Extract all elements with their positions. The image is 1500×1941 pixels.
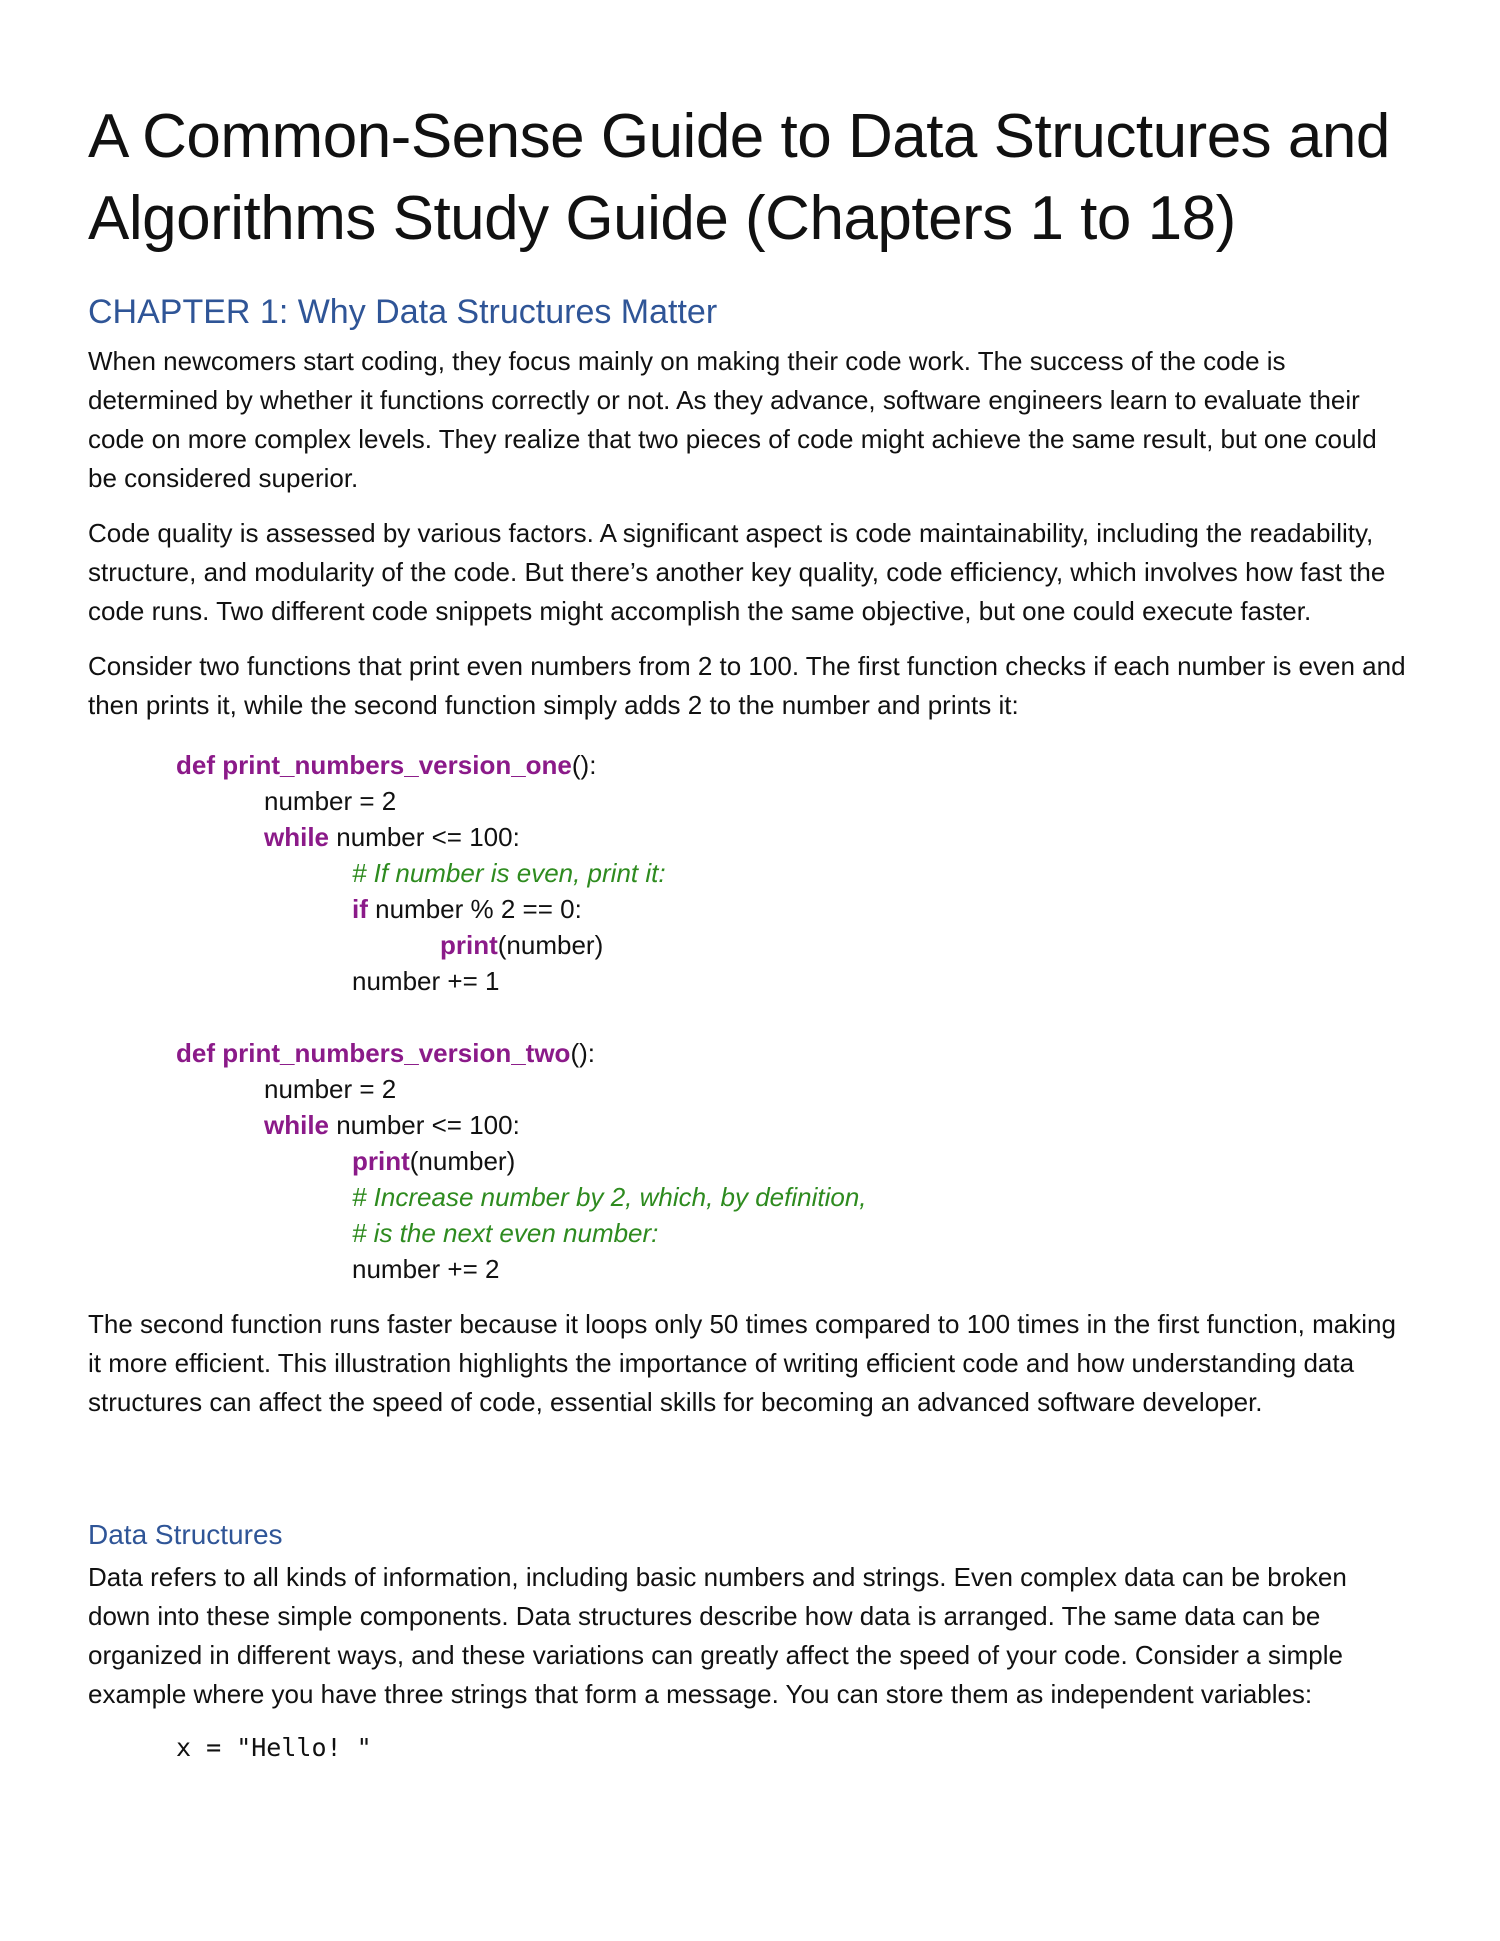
keyword-while: while <box>264 1110 330 1140</box>
code-line: number += 2 <box>352 1254 500 1284</box>
function-name: print_numbers_version_one <box>222 750 572 780</box>
chapter-heading: CHAPTER 1: Why Data Structures Matter <box>88 293 718 331</box>
keyword-print: print <box>352 1146 410 1176</box>
code-line: number = 2 <box>264 1074 397 1104</box>
signature-rest: (): <box>571 750 597 780</box>
signature-rest: (): <box>570 1038 595 1068</box>
code-line: number = 2 <box>264 786 397 816</box>
code-line-print <box>176 1143 1412 1179</box>
while-condition: number <= 100: <box>329 822 520 852</box>
code-line: number += 1 <box>352 966 500 996</box>
if-condition: number % 2 == 0: <box>367 894 582 924</box>
intro-paragraph-2: Code quality is assessed by various factors. A significant aspect is code maintainability, including the readability, structure, and modularity of the code. But there’s another key quality, code efficiency, which involves how fast the code runs. Two different code snippets might accomplish the same objective, but one could execute faster. <box>88 518 1386 626</box>
intro-paragraph-1: When newcomers start coding, they focus mainly on making their code work. The success of the code is determined by whether it functions correctly or not. As they advance, software engineers learn to evaluate their code on more complex levels. They realize that two pieces of code might achieve the same result, but one could be considered superior. <box>88 346 1377 493</box>
code-line-if <box>176 891 1412 927</box>
keyword-def: def <box>176 1038 215 1068</box>
code-comment: # is the next even number: <box>352 1218 659 1248</box>
code-line-while <box>176 1107 1412 1143</box>
keyword-def: def <box>176 750 215 780</box>
code-example <box>176 747 1412 1287</box>
intro-paragraph-3: Consider two functions that print even numbers from 2 to 100. The first function checks if each number is even and then prints it, while the second function simply adds 2 to the number and prints it: <box>88 651 1406 720</box>
section-heading-data-structures: Data Structures <box>88 1519 283 1550</box>
section-spacer <box>88 1438 1412 1516</box>
page-title: A Common-Sense Guide to Data Structures and Algorithms Study Guide (Chapters 1 to 18) <box>88 102 1390 253</box>
data-structures-paragraph: Data refers to all kinds of information, including basic numbers and strings. Even complex data can be broken down into these simple components. Data structures describe how data is arranged. The same data can be organized in different ways, and these variations can greatly affect the speed of your code. Consider a simple example where you have three strings that form a message. You can store them as independent variables: <box>88 1562 1347 1709</box>
print-args: (number) <box>497 930 604 960</box>
code-comment: # If number is even, print it: <box>352 858 666 888</box>
keyword-print: print <box>440 930 498 960</box>
code-snippet: x = "Hello! " <box>176 1733 372 1762</box>
conclusion-paragraph: The second function runs faster because it loops only 50 times compared to 100 times in the first function, making it more efficient. This illustration highlights the importance of writing efficient code and how understanding data structures can affect the speed of code, essential skills for becoming an advanced software developer. <box>88 1309 1396 1417</box>
keyword-while: while <box>264 822 330 852</box>
print-args: (number) <box>409 1146 516 1176</box>
while-condition: number <= 100: <box>329 1110 520 1140</box>
code-line-def-two <box>176 1035 1412 1071</box>
code-line-def-one <box>176 747 1412 783</box>
code-line-while <box>176 819 1412 855</box>
code-line-print <box>176 927 1412 963</box>
code-comment: # Increase number by 2, which, by definition, <box>352 1182 867 1212</box>
code-gap <box>176 999 1412 1035</box>
function-name: print_numbers_version_two <box>222 1038 571 1068</box>
keyword-if: if <box>352 894 368 924</box>
